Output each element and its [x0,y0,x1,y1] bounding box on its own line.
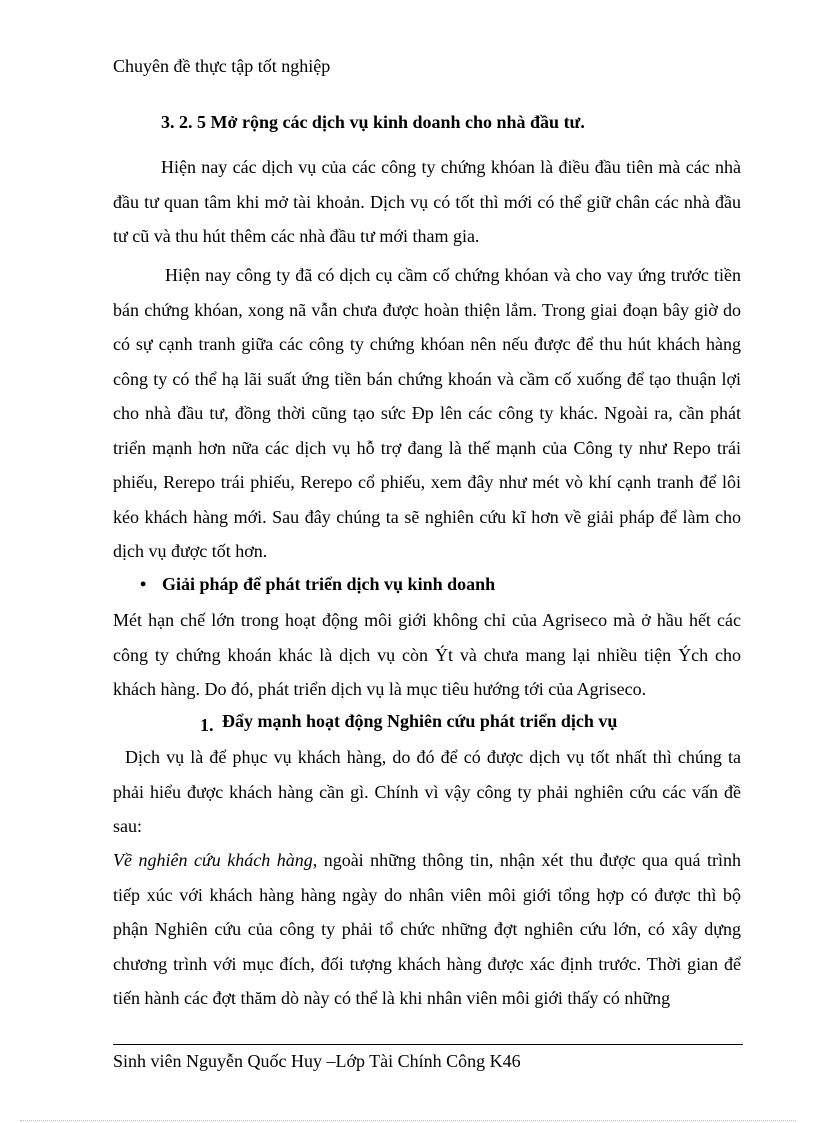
paragraph-5 [113,843,741,1016]
paragraph-3: Mét hạn chế lớn trong hoạt động môi giới không chỉ của Agriseco mà ở hầu hết các công ty chứng khoán khác là dịch vụ còn Ýt và chưa mang lại nhiều tiện Ých cho khách hàng. Do đó, phát triển dịch vụ là mục tiêu hướng tới của Agriseco. [113,610,741,699]
paragraph-1: Hiện nay các dịch vụ của các công ty chứng khóan là điều đầu tiên mà các nhà đầu tư quan tâm khi mở tài khoản. Dịch vụ có tốt thì mới có thể giữ chân các nhà đầu tư cũ và thu hút thêm các nhà đầu tư mới tham gia. [113,157,741,246]
paragraph-4: Dịch vụ là để phục vụ khách hàng, do đó để có được dịch vụ tốt nhất thì chúng ta phải hiểu được khách hàng cần gì. Chính vì vậy công ty phải nghiên cứu các vấn đề sau: [113,747,741,836]
page-footer: Sinh viên Nguyễn Quốc Huy –Lớp Tài Chính Công K46 [113,1051,521,1071]
numbered-heading [200,709,617,733]
heading-number: 1. [200,715,214,735]
page-bottom-dotted-rule [20,1120,796,1121]
paragraph-5-body: , ngoài những thông tin, nhận xét thu được qua quá trình tiếp xúc với khách hàng hàng ngày do nhân viên môi giới tổng hợp có được thì bộ phận Nghiên cứu của công ty phải tổ chức những đợt nghiên cứu lớn, có xây dựng chương trình với mục đích, đối tượng khách hàng được xác định trước. Thời gian để tiến hành các đợt thăm dò này có thể là khi nhân viên môi giới thấy có những [113,850,741,1008]
paragraph-5-lead: Về nghiên cứu khách hàng [113,850,313,870]
paragraph-2: Hiện nay công ty đã có dịch cụ cầm cố chứng khóan và cho vay ứng trước tiền bán chứng khóan, xong nã vẫn chưa được hoàn thiện lắm. Trong giai đoạn bây giờ do có sự cạnh tranh giữa các công ty chứng khóan nên nếu được để thu hút khách hàng công ty có thể hạ lãi suất ứng tiền bán chứng khoán và cầm cố xuống để tạo thuận lợi cho nhà đầu tư, đồng thời cũng tạo sức Ðp lên các công ty khác. Ngoài ra, cần phát triển mạnh hơn nữa các dịch vụ hỗ trợ đang là thế mạnh của Công ty như Repo trái phiếu, Rerepo trái phiếu, Rerepo cổ phiếu, xem đây như mét vò khí cạnh tranh để lôi kéo khách hàng mới. Sau đây chúng ta sẽ nghiên cứu kĩ hơn về giải pháp để làm cho dịch vụ được tốt hơn. [113,265,741,561]
bullet-icon: • [140,574,147,594]
footer-divider [113,1044,743,1045]
bullet-heading-text: Giải pháp để phát triển dịch vụ kinh doanh [162,574,496,594]
bullet-heading [140,572,495,596]
section-title: 3. 2. 5 Mở rộng các dịch vụ kinh doanh cho nhà đầu tư. [161,112,585,132]
numbered-heading-text: Đẩy mạnh hoạt động Nghiên cứu phát triển dịch vụ [222,711,618,731]
page-header: Chuyên đề thực tập tốt nghiệp [113,56,331,76]
